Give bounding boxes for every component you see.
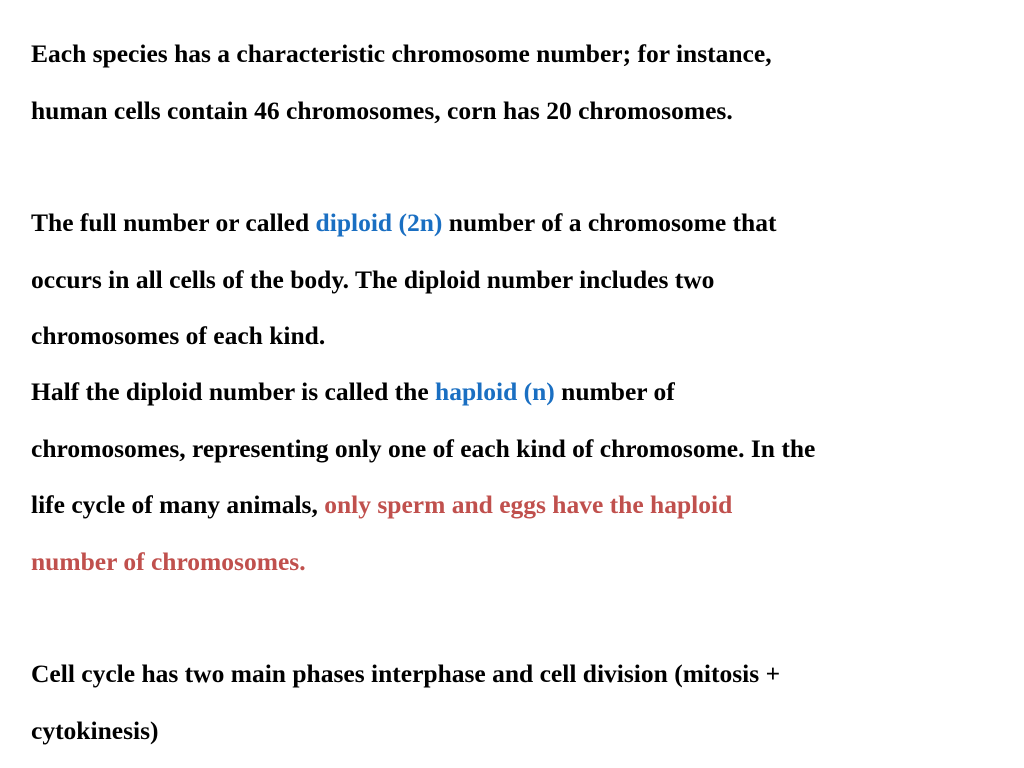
text-line: cytokinesis) xyxy=(31,715,159,745)
text-segment: Half the diploid number is called the xyxy=(31,377,436,406)
text-line: chromosomes, representing only one of each kind of chromosome. In the xyxy=(31,433,816,463)
paragraph-cell-cycle xyxy=(31,646,1006,759)
text-line: occurs in all cells of the body. The diploid number includes two xyxy=(31,264,715,294)
text-line: Cell cycle has two main phases interphase and cell division (mitosis + xyxy=(31,659,781,688)
paragraph-chromosome-number xyxy=(31,26,1006,139)
text-line xyxy=(31,195,1006,252)
text-segment: The full number or called xyxy=(31,208,316,237)
term-diploid: diploid (2n) xyxy=(315,208,443,237)
text-segment: number of xyxy=(554,377,675,406)
text-segment: life cycle of many animals, xyxy=(31,490,325,519)
text-line: Each species has a characteristic chromosome number; for instance, xyxy=(31,39,772,68)
term-haploid: haploid (n) xyxy=(435,377,555,406)
text-line xyxy=(31,364,1006,421)
text-line: human cells contain 46 chromosomes, corn has 20 chromosomes. xyxy=(31,95,733,125)
paragraph-haploid xyxy=(31,364,1006,590)
highlight-sperm-eggs: only sperm and eggs have the haploid xyxy=(324,490,733,519)
text-line xyxy=(31,477,1006,534)
highlight-number-of-chromosomes: number of chromosomes. xyxy=(31,546,306,576)
paragraph-diploid xyxy=(31,195,1006,365)
text-segment: number of a chromosome that xyxy=(442,208,777,237)
text-line: chromosomes of each kind. xyxy=(31,321,326,350)
